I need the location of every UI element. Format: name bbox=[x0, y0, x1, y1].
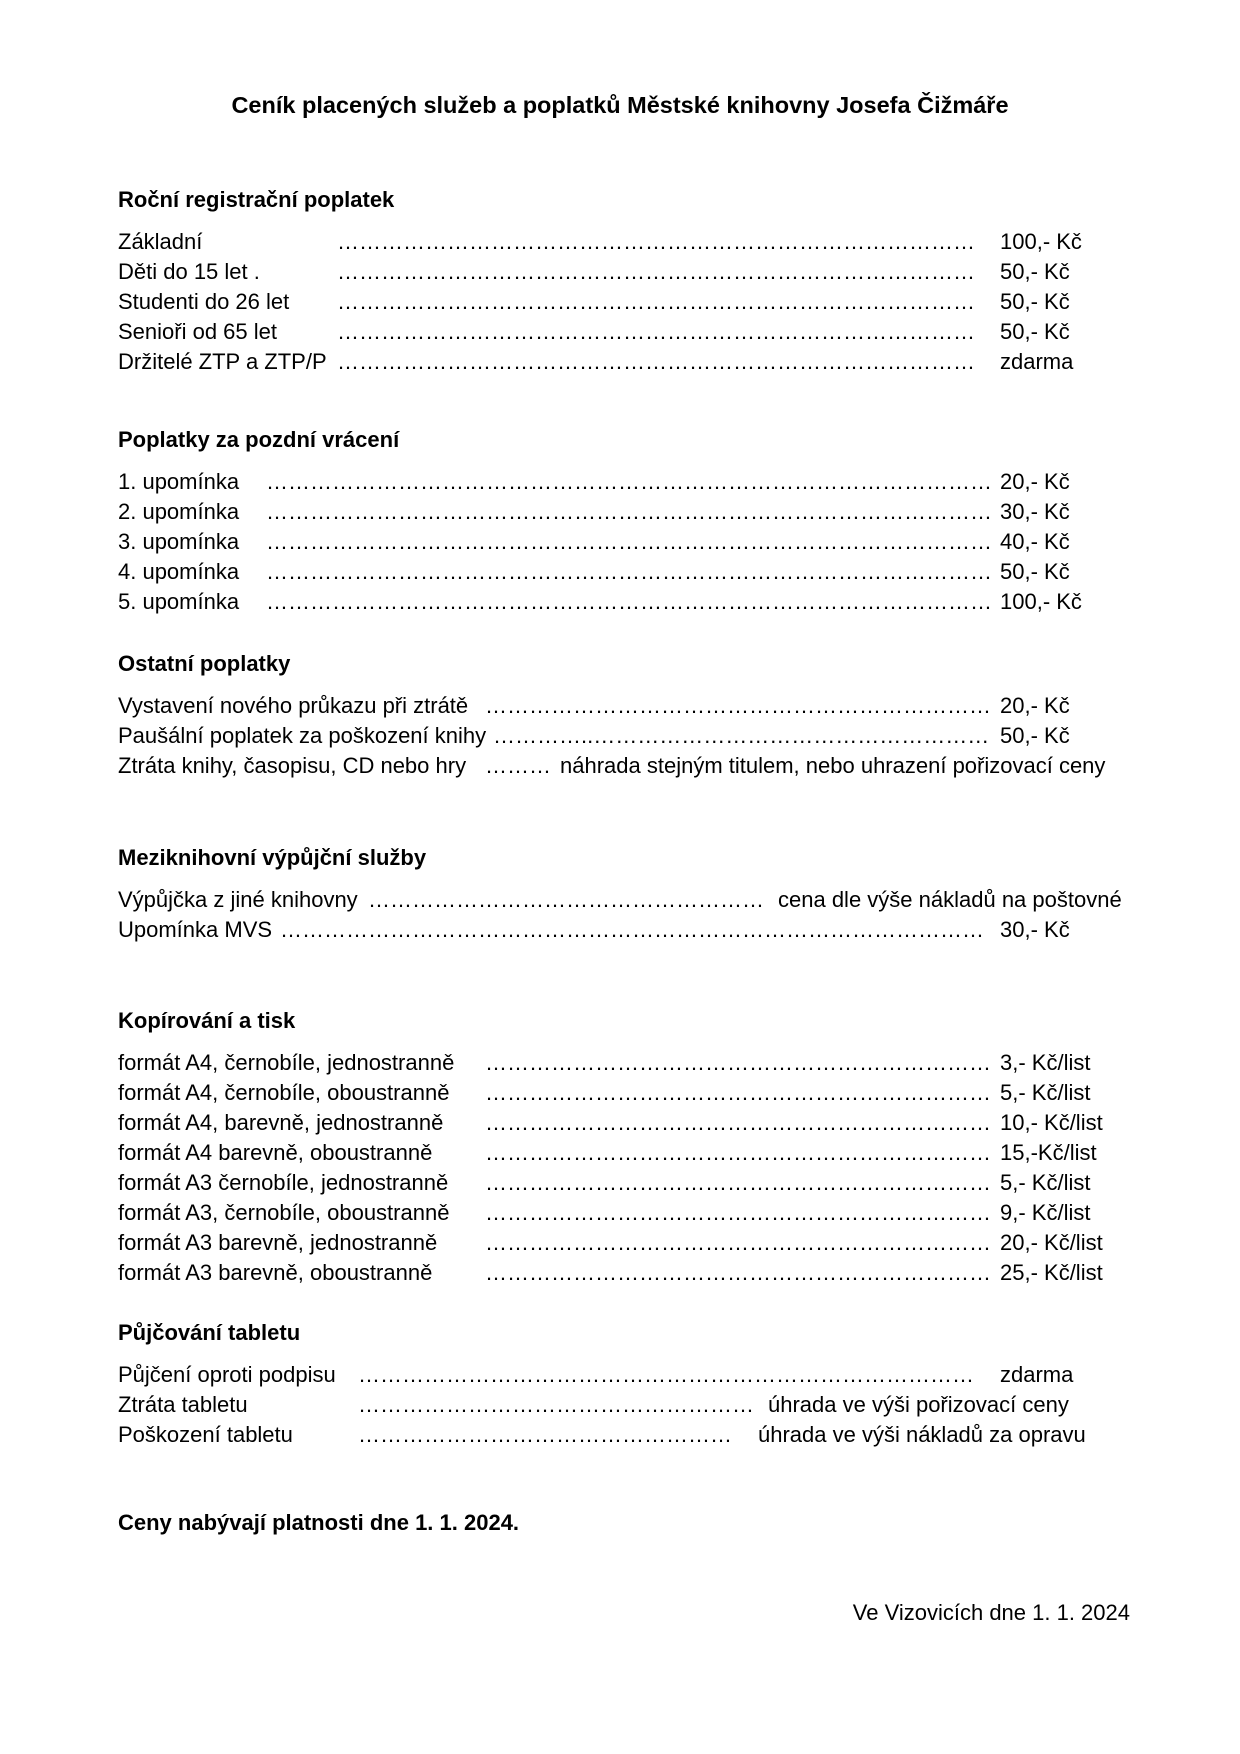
section-heading-tablet: Půjčování tabletu bbox=[118, 1320, 301, 1345]
leader-dots: …………………………………………………………………………… bbox=[337, 229, 975, 254]
row-price: 50,- Kč bbox=[1000, 289, 1070, 314]
row-price: zdarma bbox=[1000, 349, 1074, 374]
row-price: 20,- Kč bbox=[1000, 469, 1070, 494]
leader-dots: …………………………………………………………… bbox=[485, 693, 991, 718]
leader-dots: ……… bbox=[485, 753, 551, 778]
row-price: 5,- Kč/list bbox=[1000, 1170, 1091, 1195]
row-price: 3,- Kč/list bbox=[1000, 1050, 1091, 1075]
row-price: 25,- Kč/list bbox=[1000, 1260, 1103, 1285]
row-label: Děti do 15 let . bbox=[118, 259, 260, 284]
row-label: Poškození tabletu bbox=[118, 1422, 293, 1447]
section-heading-interlibrary: Meziknihovní výpůjční služby bbox=[118, 845, 427, 870]
leader-dots: …………………………………………………………… bbox=[485, 1230, 991, 1255]
section-heading-other-fees: Ostatní poplatky bbox=[118, 651, 291, 676]
leader-dots: …………………………………………… bbox=[358, 1422, 732, 1447]
row-label: formát A3 černobíle, jednostranně bbox=[118, 1170, 449, 1195]
row-label: formát A3 barevně, oboustranně bbox=[118, 1260, 433, 1285]
row-label: formát A4 barevně, oboustranně bbox=[118, 1140, 433, 1165]
section-heading-copying: Kopírování a tisk bbox=[118, 1008, 296, 1033]
row-label: 4. upomínka bbox=[118, 559, 240, 584]
row-label: Základní bbox=[118, 229, 203, 254]
row-price: 9,- Kč/list bbox=[1000, 1200, 1091, 1225]
row-label: formát A4, černobíle, jednostranně bbox=[118, 1050, 455, 1075]
row-price: cena dle výše nákladů na poštovné bbox=[778, 887, 1122, 912]
section-heading-late-fees: Poplatky za pozdní vrácení bbox=[118, 427, 400, 452]
row-label: Studenti do 26 let bbox=[118, 289, 290, 314]
row-label: formát A3 barevně, jednostranně bbox=[118, 1230, 438, 1255]
leader-dots: …………………………………………………………… bbox=[485, 1110, 991, 1135]
leader-dots: ……………………………………………… bbox=[368, 887, 764, 912]
leader-dots: …………………………………………………………… bbox=[485, 1200, 991, 1225]
leader-dots: …………………………………………………………… bbox=[485, 1170, 991, 1195]
leader-dots: ……………………………………………………………………………………… bbox=[266, 469, 992, 494]
leader-dots: …………………………………………………………… bbox=[485, 1080, 991, 1105]
leader-dots: ……………………………………………… bbox=[358, 1392, 754, 1417]
row-label: Vystavení nového průkazu při ztrátě bbox=[118, 693, 469, 718]
row-price: zdarma bbox=[1000, 1362, 1074, 1387]
leader-dots: …………………………………………………………………………… bbox=[337, 259, 975, 284]
leader-dots: …………………………………………………………………………… bbox=[337, 319, 975, 344]
leader-dots: …………………………………………………………… bbox=[485, 1050, 991, 1075]
page-title: Ceník placených služeb a poplatků Městské knihovny Josefa Čižmáře bbox=[231, 92, 1009, 118]
leader-dots: …………………………………………………………………………… bbox=[337, 349, 975, 374]
row-label: Paušální poplatek za poškození knihy bbox=[118, 723, 487, 748]
row-label: 3. upomínka bbox=[118, 529, 240, 554]
row-price: 100,- Kč bbox=[1000, 229, 1082, 254]
leader-dots: ……………………………………………………………………………………… bbox=[266, 529, 992, 554]
row-label: Upomínka MVS bbox=[118, 917, 273, 942]
row-price: 15,-Kč/list bbox=[1000, 1140, 1097, 1165]
row-label: formát A3, černobíle, oboustranně bbox=[118, 1200, 450, 1225]
row-price: 10,- Kč/list bbox=[1000, 1110, 1103, 1135]
row-label: formát A4, černobíle, oboustranně bbox=[118, 1080, 450, 1105]
row-price: 30,- Kč bbox=[1000, 917, 1070, 942]
leader-dots: …………………………………………………………………………………… bbox=[280, 917, 984, 942]
row-price: 5,- Kč/list bbox=[1000, 1080, 1091, 1105]
row-label: 2. upomínka bbox=[118, 499, 240, 524]
row-label: Ztráta knihy, časopisu, CD nebo hry bbox=[118, 753, 467, 778]
row-price: náhrada stejným titulem, nebo uhrazení pořizovací ceny bbox=[560, 753, 1106, 778]
row-label: 1. upomínka bbox=[118, 469, 240, 494]
row-price: 50,- Kč bbox=[1000, 259, 1070, 284]
row-label: Senioři od 65 let bbox=[118, 319, 277, 344]
row-label: formát A4, barevně, jednostranně bbox=[118, 1110, 444, 1135]
leader-dots: ………………………………………………………………………… bbox=[358, 1362, 974, 1387]
section-heading-registration: Roční registrační poplatek bbox=[118, 187, 395, 212]
row-price: 50,- Kč bbox=[1000, 319, 1070, 344]
leader-dots: …………………………………………………………………………… bbox=[337, 289, 975, 314]
row-label: Půjčení oproti podpisu bbox=[118, 1362, 336, 1387]
row-price: úhrada ve výši nákladů za opravu bbox=[758, 1422, 1086, 1447]
validity-note: Ceny nabývají platnosti dne 1. 1. 2024. bbox=[118, 1510, 520, 1535]
row-price: 50,- Kč bbox=[1000, 723, 1070, 748]
row-price: 20,- Kč/list bbox=[1000, 1230, 1103, 1255]
leader-dots: ……………………………………………………………………………………… bbox=[266, 559, 992, 584]
row-price: 100,- Kč bbox=[1000, 589, 1082, 614]
leader-dots: ……………………………………………………………………………………… bbox=[266, 589, 992, 614]
leader-dots: …………………………………………………………… bbox=[485, 1260, 991, 1285]
leader-dots: …………..……………………………………………… bbox=[493, 723, 990, 748]
row-label: Držitelé ZTP a ZTP/P bbox=[118, 349, 327, 374]
row-price: 40,- Kč bbox=[1000, 529, 1070, 554]
row-price: 20,- Kč bbox=[1000, 693, 1070, 718]
leader-dots: …………………………………………………………… bbox=[485, 1140, 991, 1165]
row-label: Výpůjčka z jiné knihovny bbox=[118, 887, 358, 912]
row-price: 50,- Kč bbox=[1000, 559, 1070, 584]
leader-dots: ……………………………………………………………………………………… bbox=[266, 499, 992, 524]
row-label: Ztráta tabletu bbox=[118, 1392, 248, 1417]
row-price: úhrada ve výši pořizovací ceny bbox=[768, 1392, 1069, 1417]
row-label: 5. upomínka bbox=[118, 589, 240, 614]
place-date-signoff: Ve Vizovicích dne 1. 1. 2024 bbox=[852, 1600, 1130, 1625]
row-price: 30,- Kč bbox=[1000, 499, 1070, 524]
